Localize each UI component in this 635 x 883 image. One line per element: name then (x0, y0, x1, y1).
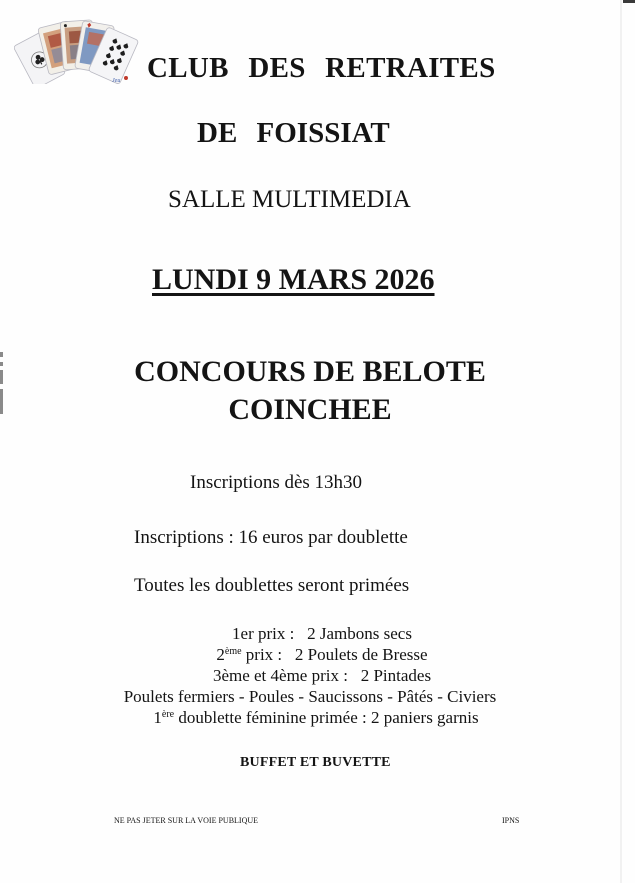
event-title-line2: COINCHEE (228, 393, 392, 426)
prize-rank-suffix: ère (161, 709, 175, 720)
prize-label: prix : 2 Poulets de Bresse (241, 645, 428, 664)
event-date: LUNDI 9 MARS 2026 (152, 263, 435, 296)
prize-women-team (6, 707, 626, 728)
club-title-line1: CLUB DES RETRAITES (147, 52, 496, 84)
event-title-line1: CONCOURS DE BELOTE (134, 355, 486, 388)
prize-first (12, 623, 632, 644)
prize-label: doublette féminine primée : 2 paniers garnis (174, 708, 479, 727)
footer-ipns: IPNS (502, 816, 520, 825)
venue-name: SALLE MULTIMEDIA (168, 186, 411, 213)
club-title-line2: DE FOISSIAT (197, 117, 390, 149)
prize-others (0, 686, 620, 707)
prize-rank: 2 (216, 645, 225, 664)
prize-second (12, 644, 632, 665)
registration-fee: Inscriptions : 16 euros par doublette (134, 527, 408, 548)
prize-rank: 1 (153, 708, 162, 727)
scan-border (620, 0, 622, 883)
prize-label: prix : 2 Jambons secs (253, 624, 412, 643)
prize-rank: 3ème et 4ème (212, 666, 308, 685)
prize-label: Poulets fermiers - Poules - Saucissons - Pâtés - Civiers (123, 687, 497, 706)
registration-time: Inscriptions dès 13h30 (190, 472, 363, 493)
svg-text:Jeu: Jeu (112, 78, 121, 84)
prize-label: prix : 2 Pintades (307, 666, 432, 685)
all-teams-rewarded: Toutes les doublettes seront primées (134, 575, 410, 596)
prize-rank: 1er (232, 624, 254, 643)
prize-third-fourth (12, 665, 632, 686)
playing-cards-fan-icon (14, 12, 144, 84)
prize-rank-suffix: ème (224, 646, 242, 657)
buffet-notice: BUFFET ET BUVETTE (240, 755, 391, 770)
scan-artifact (623, 0, 635, 3)
footer-notice: NE PAS JETER SUR LA VOIE PUBLIQUE (114, 816, 259, 825)
